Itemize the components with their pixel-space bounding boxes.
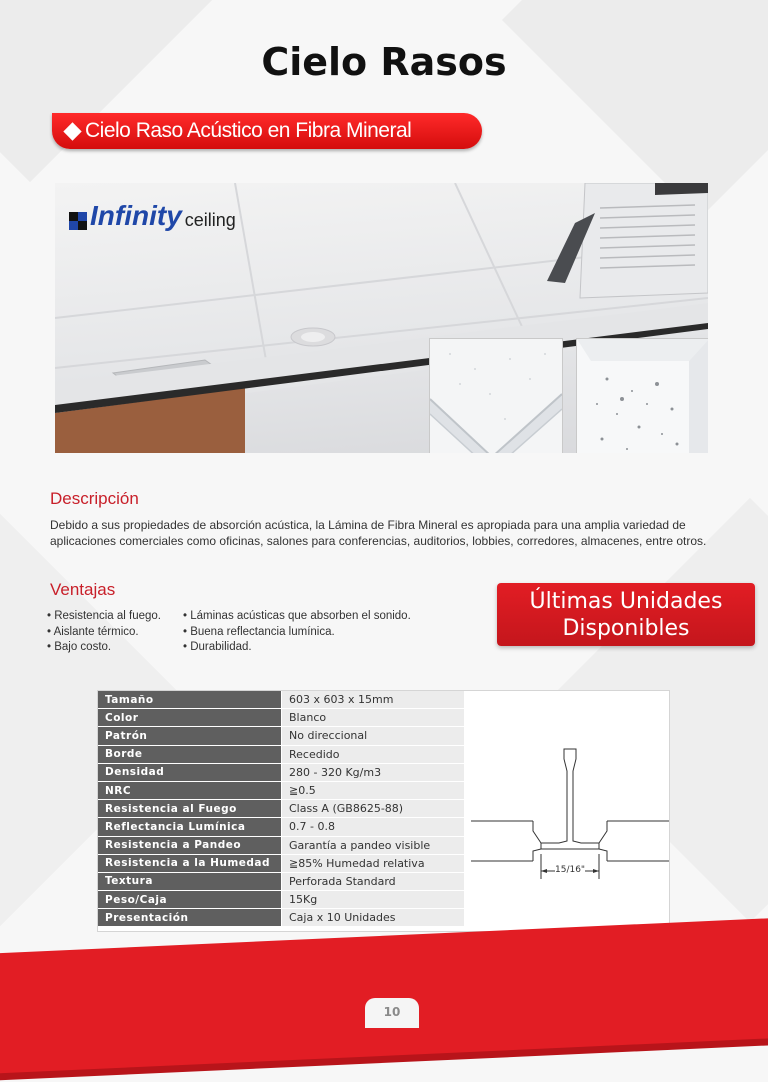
tile-sample-texture — [576, 338, 708, 453]
table-row — [98, 763, 464, 781]
ventajas-list-1 — [47, 609, 161, 656]
table-row — [98, 854, 464, 872]
diamond-icon — [63, 122, 81, 140]
page-number: 10 — [365, 998, 419, 1028]
table-row — [98, 891, 464, 909]
spec-label: Resistencia a Pandeo — [98, 836, 282, 854]
t-bar-profile-icon — [471, 691, 669, 931]
dimension-label: 15/16" — [555, 865, 586, 875]
spec-label: Tamaño — [98, 691, 282, 709]
footer-band — [0, 916, 768, 1075]
spec-label: Borde — [98, 745, 282, 763]
table-row — [98, 709, 464, 727]
spec-value: Class A (GB8625-88) — [282, 800, 465, 818]
spec-table — [98, 691, 464, 927]
table-row — [98, 781, 464, 799]
table-row — [98, 818, 464, 836]
promo-badge — [497, 583, 755, 646]
tile-edge-illustration — [430, 339, 562, 453]
brand-name: Infinity — [90, 200, 182, 231]
spec-value: 0.7 - 0.8 — [282, 818, 465, 836]
profile-drawing — [471, 691, 669, 931]
descripcion-heading: Descripción — [50, 489, 139, 508]
table-row — [98, 800, 464, 818]
spec-value: 280 - 320 Kg/m3 — [282, 763, 465, 781]
list-item: • Bajo costo. — [47, 641, 112, 653]
spec-value: 603 x 603 x 15mm — [282, 691, 465, 709]
spec-label: Color — [98, 709, 282, 727]
spec-label: Resistencia al Fuego — [98, 800, 282, 818]
ventajas-list-2 — [183, 609, 411, 656]
promo-line-2: Disponibles — [562, 616, 690, 641]
spec-label: Reflectancia Lumínica — [98, 818, 282, 836]
spec-panel — [97, 690, 670, 932]
spec-label: Resistencia a la Humedad — [98, 854, 282, 872]
table-row — [98, 909, 464, 927]
spec-value: Caja x 10 Unidades — [282, 909, 465, 927]
table-row — [98, 727, 464, 745]
ceiling-photo — [55, 183, 708, 453]
spec-value: Garantía a pandeo visible — [282, 836, 465, 854]
list-item: • Láminas acústicas que absorben el sonido. — [183, 610, 411, 622]
checker-icon — [69, 212, 87, 230]
spec-label: Patrón — [98, 727, 282, 745]
spec-label: NRC — [98, 781, 282, 799]
spec-value: ≧0.5 — [282, 781, 465, 799]
section-banner-label: Cielo Raso Acústico en Fibra Mineral — [85, 119, 412, 142]
ventajas-heading: Ventajas — [50, 580, 116, 599]
spec-value: No direccional — [282, 727, 465, 745]
spec-value: Recedido — [282, 745, 465, 763]
spec-value: Perforada Standard — [282, 872, 465, 890]
list-item: • Buena reflectancia lumínica. — [183, 625, 335, 638]
list-item: • Durabilidad. — [183, 641, 252, 653]
list-item: • Resistencia al fuego. — [47, 610, 161, 622]
list-item: • Aislante térmico. — [47, 625, 139, 638]
spec-label: Densidad — [98, 763, 282, 781]
tile-sample-edge — [429, 338, 563, 453]
table-row — [98, 745, 464, 763]
spec-value: Blanco — [282, 709, 465, 727]
spec-label: Peso/Caja — [98, 891, 282, 909]
descripcion-text: Debido a sus propiedades de absorción acústica, la Lámina de Fibra Mineral es apropiada para una amplia variedad de aplicaciones comerciales como oficinas, salones para conferencias, auditorios, lobbies, corredores, almacenes, entre otros. — [50, 518, 707, 548]
table-row — [98, 691, 464, 709]
promo-line-1: Últimas Unidades — [529, 589, 723, 614]
spec-value: 15Kg — [282, 891, 465, 909]
table-row — [98, 836, 464, 854]
brand-subname: ceiling — [184, 210, 236, 230]
section-banner — [52, 113, 482, 149]
page-title: Cielo Rasos — [261, 40, 507, 84]
background-shape — [0, 0, 242, 182]
spec-value: ≧85% Humedad relativa — [282, 854, 465, 872]
spec-label: Textura — [98, 872, 282, 890]
table-row — [98, 872, 464, 890]
brand-logo — [69, 202, 236, 230]
tile-texture-illustration — [577, 339, 708, 453]
spec-label: Presentación — [98, 909, 282, 927]
